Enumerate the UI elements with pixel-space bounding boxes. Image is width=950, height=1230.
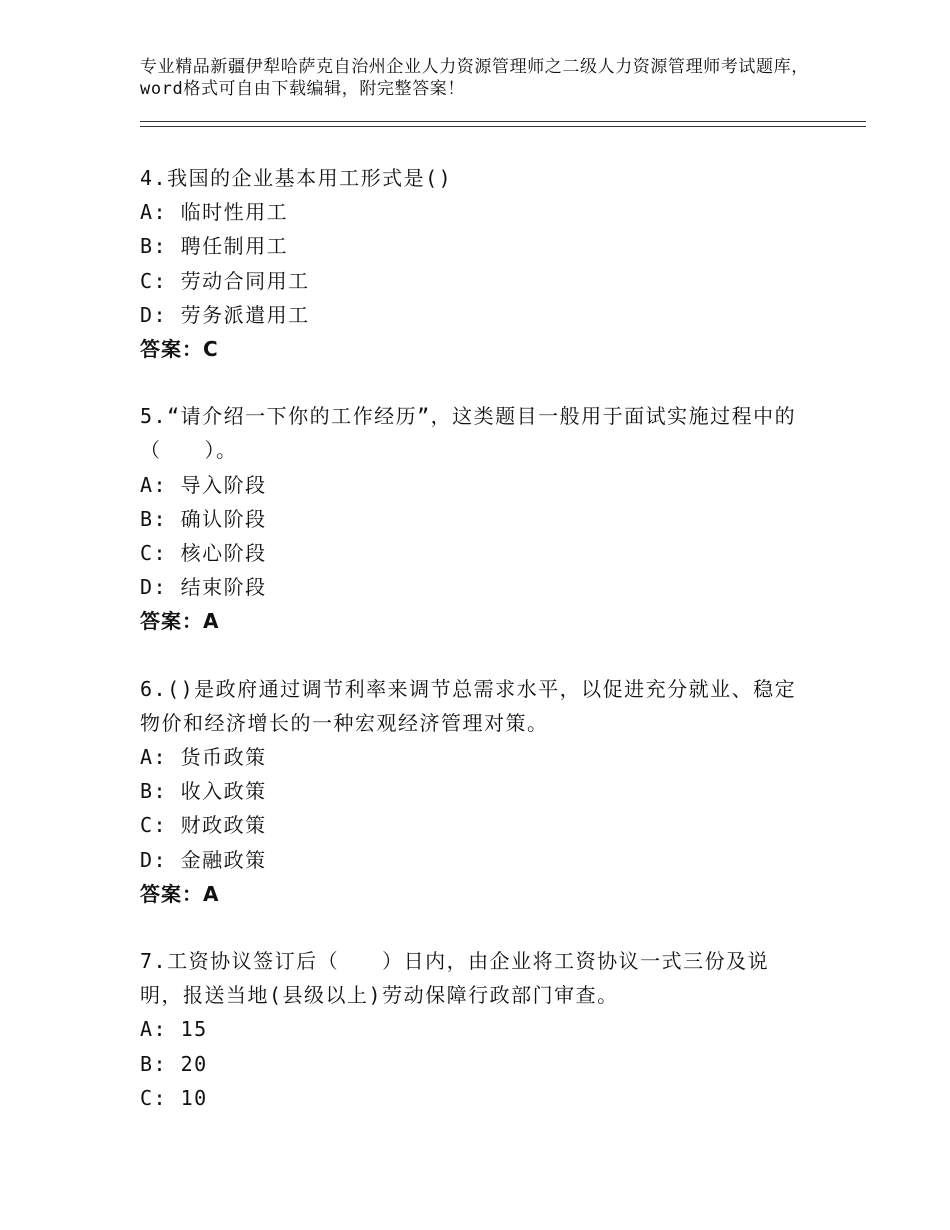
question-text: 5.“请介绍一下你的工作经历”，这类题目一般用于面试实施过程中的（ ）。 [140, 404, 797, 463]
option-a: A: 货币政策 [140, 745, 267, 770]
question-text: 4.我国的企业基本用工形式是() [140, 166, 453, 190]
option-b: B: 聘任制用工 [140, 234, 289, 259]
option-a: A: 导入阶段 [140, 472, 267, 497]
option-c: C: 10 [140, 1085, 208, 1110]
question-4 [140, 161, 840, 366]
option-a: A: 15 [140, 1017, 208, 1042]
document-header [140, 56, 830, 100]
answer-label: 答案：A [140, 609, 220, 634]
option-b: B: 20 [140, 1051, 208, 1076]
question-5 [140, 399, 840, 638]
question-list [140, 161, 840, 1148]
header-divider-top [140, 121, 866, 122]
option-d: D: 金融政策 [140, 847, 267, 872]
question-text: 7.工资协议签订后（ ）日内，由企业将工资协议一式三份及说明，报送当地(县级以上)劳动保障行政部门审查。 [140, 949, 770, 1008]
question-text: 6.()是政府通过调节利率来调节总需求水平，以促进充分就业、稳定物价和经济增长的一种宏观经济管理对策。 [140, 676, 797, 735]
option-a: A: 临时性用工 [140, 200, 289, 225]
header-divider-bottom [140, 126, 866, 127]
option-c: C: 核心阶段 [140, 541, 267, 566]
question-6 [140, 672, 840, 911]
option-c: C: 财政政策 [140, 813, 267, 838]
question-7 [140, 944, 840, 1115]
header-title: 专业精品新疆伊犁哈萨克自治州企业人力资源管理师之二级人力资源管理师考试题库，word格式可自由下载编辑，附完整答案！ [140, 57, 809, 99]
option-c: C: 劳动合同用工 [140, 268, 310, 293]
answer-label: 答案：C [140, 337, 219, 362]
option-d: D: 结束阶段 [140, 575, 267, 600]
option-d: D: 劳务派遣用工 [140, 302, 310, 327]
option-b: B: 确认阶段 [140, 506, 267, 531]
option-b: B: 收入政策 [140, 779, 267, 804]
answer-label: 答案：A [140, 881, 220, 906]
